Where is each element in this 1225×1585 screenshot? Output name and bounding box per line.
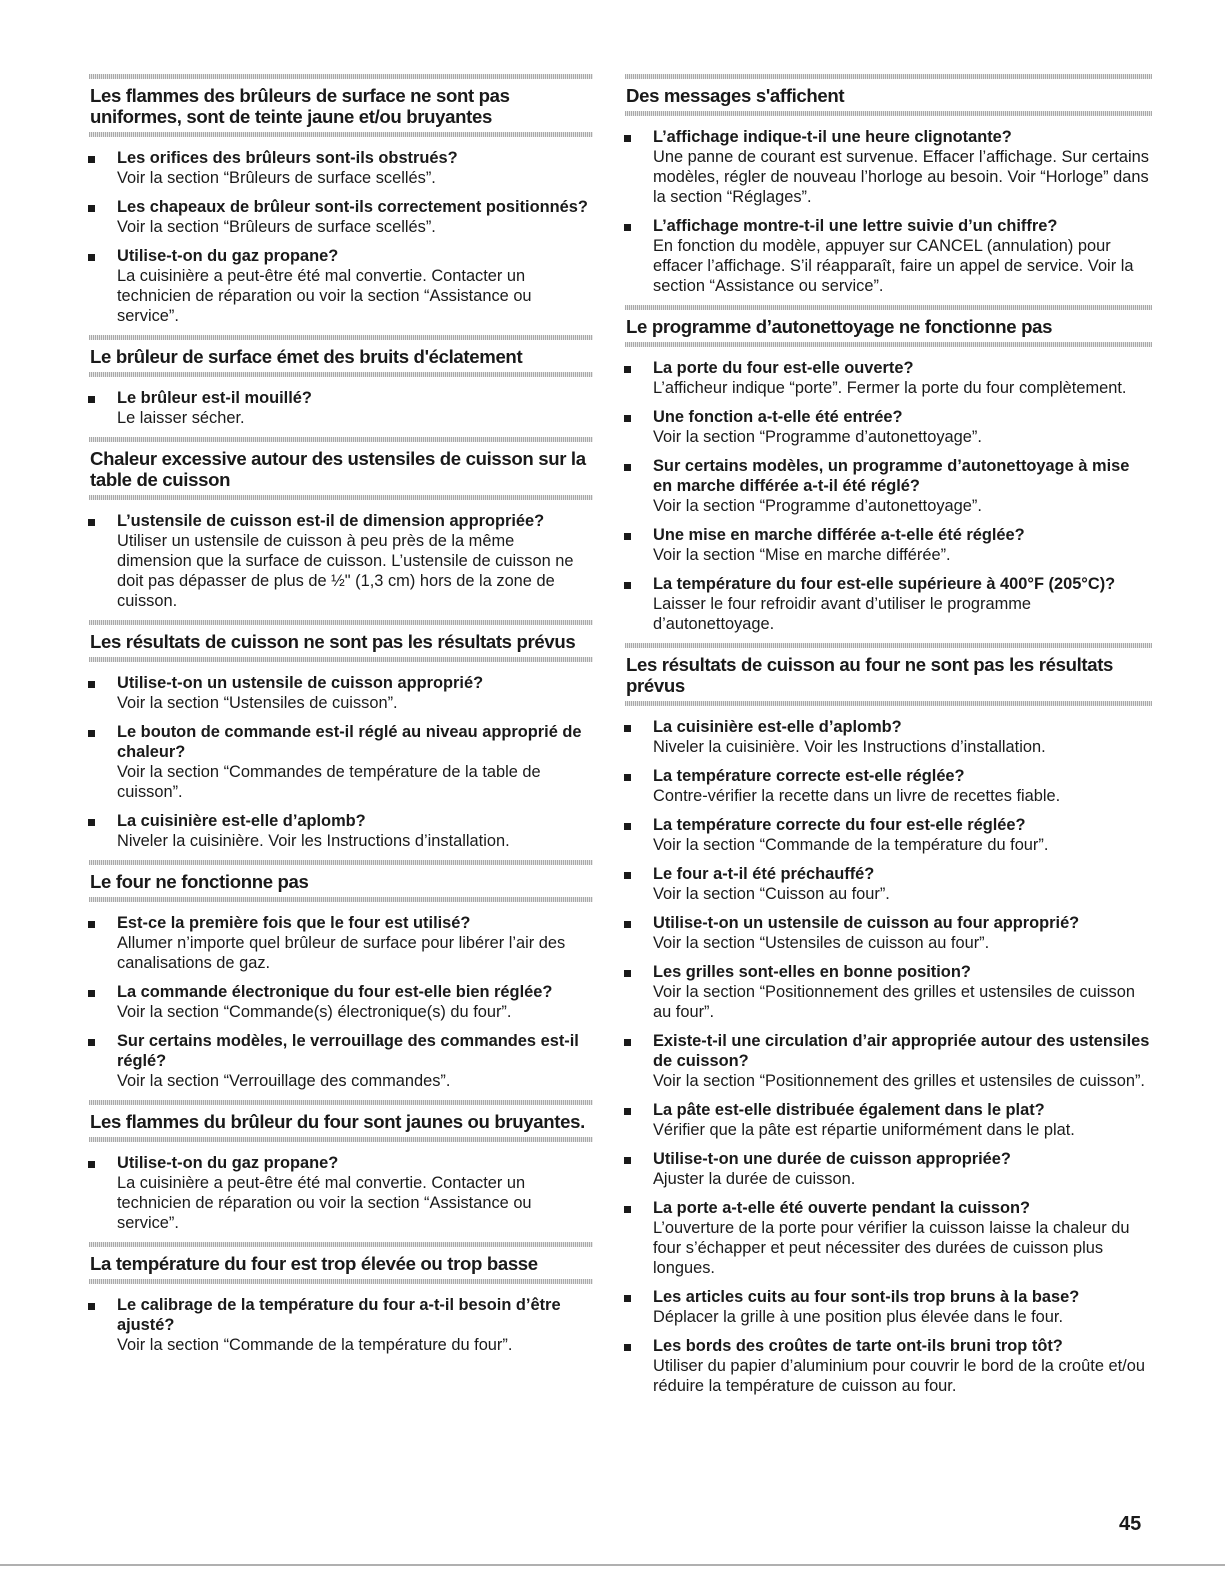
square-bullet-icon	[624, 725, 631, 732]
checklist-item	[88, 246, 593, 326]
checklist-item	[624, 1100, 1152, 1140]
page-number: 45	[1119, 1513, 1142, 1535]
square-bullet-icon	[624, 1344, 631, 1351]
checklist-answer: En fonction du modèle, appuyer sur CANCEL (annulation) pour effacer l’affichage. S’il réapparaît, faire un appel de service. Voir la section “Assistance ou service”.	[653, 237, 1134, 295]
section-heading: Le programme d’autonettoyage ne fonctionne pas	[626, 316, 1053, 337]
checklist-question: La température correcte est-elle réglée?	[653, 767, 965, 785]
troubleshooting-section	[88, 74, 593, 326]
checklist-item	[88, 148, 593, 188]
checklist-item	[624, 717, 1152, 757]
checklist-answer: Vérifier que la pâte est répartie uniformément dans le plat.	[653, 1121, 1075, 1139]
checklist-answer: La cuisinière a peut-être été mal convertie. Contacter un technicien de réparation ou voir la section “Assistance ou service”.	[117, 1174, 532, 1232]
checklist	[624, 706, 1152, 1396]
checklist-answer: Voir la section “Ustensiles de cuisson”.	[117, 694, 398, 712]
checklist	[88, 1284, 593, 1355]
checklist-answer: Voir la section “Positionnement des grilles et ustensiles de cuisson”.	[653, 1072, 1145, 1090]
troubleshooting-section	[624, 74, 1152, 296]
checklist-item	[88, 913, 593, 973]
checklist-question: La cuisinière est-elle d’aplomb?	[117, 812, 366, 830]
checklist-item	[88, 811, 593, 851]
checklist-question: Utilise-t-on un ustensile de cuisson approprié?	[117, 674, 484, 692]
checklist-item	[624, 766, 1152, 806]
square-bullet-icon	[624, 533, 631, 540]
checklist-answer: Allumer n’importe quel brûleur de surface pour libérer l’air des canalisations de gaz.	[117, 934, 566, 972]
checklist-item	[624, 1198, 1152, 1278]
troubleshooting-section	[88, 620, 593, 851]
square-bullet-icon	[88, 990, 95, 997]
square-bullet-icon	[88, 1161, 95, 1168]
section-heading: Le brûleur de surface émet des bruits d'éclatement	[90, 346, 523, 367]
section-heading: Les résultats de cuisson ne sont pas les résultats prévus	[90, 631, 576, 652]
troubleshooting-section	[624, 643, 1152, 1396]
checklist-item	[624, 1336, 1152, 1396]
checklist	[88, 377, 593, 428]
checklist-question: La porte a-t-elle été ouverte pendant la cuisson?	[653, 1199, 1031, 1217]
checklist-answer: Contre-vérifier la recette dans un livre de recettes fiable.	[653, 787, 1061, 805]
checklist-question: L’ustensile de cuisson est-il de dimension appropriée?	[117, 512, 545, 530]
checklist-question: Les chapeaux de brûleur sont-ils correctement positionnés?	[117, 198, 588, 216]
checklist-item	[624, 1031, 1152, 1091]
square-bullet-icon	[88, 1039, 95, 1046]
section-heading: Des messages s'affichent	[626, 85, 845, 106]
checklist-question: Le calibrage de la température du four a-t-il besoin d’être ajusté?	[117, 1296, 561, 1334]
checklist-answer: Voir la section “Cuisson au four”.	[653, 885, 890, 903]
checklist-answer: Ajuster la durée de cuisson.	[653, 1170, 856, 1188]
section-heading: Le four ne fonctionne pas	[90, 871, 309, 892]
checklist-item	[624, 1149, 1152, 1189]
checklist-item	[624, 127, 1152, 207]
checklist-item	[624, 407, 1152, 447]
checklist-question: Une fonction a-t-elle été entrée?	[653, 408, 903, 426]
square-bullet-icon	[88, 1303, 95, 1310]
checklist-item	[624, 456, 1152, 516]
checklist-question: La température du four est-elle supérieure à 400°F (205°C)?	[653, 575, 1116, 593]
left-column	[88, 74, 593, 1364]
checklist	[624, 347, 1152, 634]
checklist-item	[88, 722, 593, 802]
checklist-question: Sur certains modèles, le verrouillage des commandes est-il réglé?	[117, 1032, 579, 1070]
checklist-question: Les grilles sont-elles en bonne position?	[653, 963, 971, 981]
checklist-item	[88, 673, 593, 713]
checklist-item	[88, 511, 593, 611]
square-bullet-icon	[88, 681, 95, 688]
checklist-answer: Voir la section “Brûleurs de surface scellés”.	[117, 169, 436, 187]
checklist-question: Sur certains modèles, un programme d’autonettoyage à mise en marche différée a-t-il été réglé?	[653, 457, 1130, 495]
checklist-answer: Voir la section “Verrouillage des commandes”.	[117, 1072, 451, 1090]
checklist-question: Existe-t-il une circulation d’air appropriée autour des ustensiles de cuisson?	[653, 1032, 1150, 1070]
square-bullet-icon	[624, 823, 631, 830]
checklist-answer: Voir la section “Positionnement des grilles et ustensiles de cuisson au four”.	[653, 983, 1135, 1021]
square-bullet-icon	[88, 254, 95, 261]
checklist-answer: Voir la section “Mise en marche différée”.	[653, 546, 951, 564]
checklist-question: Est-ce la première fois que le four est utilisé?	[117, 914, 471, 932]
checklist	[88, 662, 593, 851]
square-bullet-icon	[624, 872, 631, 879]
checklist-question: L’affichage montre-t-il une lettre suivie d’un chiffre?	[653, 217, 1058, 235]
checklist-answer: Voir la section “Commandes de température de la table de cuisson”.	[117, 763, 541, 801]
checklist-answer: Déplacer la grille à une position plus élevée dans le four.	[653, 1308, 1064, 1326]
section-heading: Les flammes des brûleurs de surface ne sont pas uniformes, sont de teinte jaune et/ou bruyantes	[90, 85, 510, 127]
troubleshooting-section	[88, 335, 593, 428]
checklist-question: L’affichage indique-t-il une heure clignotante?	[653, 128, 1012, 146]
checklist-question: La commande électronique du four est-elle bien réglée?	[117, 983, 553, 1001]
checklist-item	[624, 962, 1152, 1022]
checklist-question: La pâte est-elle distribuée également dans le plat?	[653, 1101, 1045, 1119]
checklist-answer: Le laisser sécher.	[117, 409, 245, 427]
checklist-question: Le brûleur est-il mouillé?	[117, 389, 312, 407]
checklist-item	[624, 574, 1152, 634]
bottom-divider	[0, 1564, 1225, 1566]
checklist-question: Le bouton de commande est-il réglé au niveau approprié de chaleur?	[117, 723, 582, 761]
checklist-question: Les articles cuits au four sont-ils trop bruns à la base?	[653, 1288, 1080, 1306]
checklist-answer: Voir la section “Brûleurs de surface scellés”.	[117, 218, 436, 236]
checklist-question: Les bords des croûtes de tarte ont-ils bruni trop tôt?	[653, 1337, 1063, 1355]
checklist-answer: Voir la section “Programme d’autonettoyage”.	[653, 497, 982, 515]
checklist-answer: Voir la section “Commande de la température du four”.	[117, 1336, 513, 1354]
checklist-answer: Voir la section “Programme d’autonettoyage”.	[653, 428, 982, 446]
checklist	[88, 500, 593, 611]
section-heading: Les résultats de cuisson au four ne sont pas les résultats prévus	[626, 654, 1114, 696]
troubleshooting-section	[88, 1100, 593, 1233]
checklist-answer: La cuisinière a peut-être été mal convertie. Contacter un technicien de réparation ou voir la section “Assistance ou service”.	[117, 267, 532, 325]
right-column	[624, 74, 1152, 1405]
square-bullet-icon	[624, 1157, 631, 1164]
square-bullet-icon	[624, 366, 631, 373]
checklist-answer: Une panne de courant est survenue. Effacer l’affichage. Sur certains modèles, régler de nouveau l’horloge au besoin. Voir “Horloge” dans la section “Réglages”.	[653, 148, 1149, 206]
checklist-item	[624, 864, 1152, 904]
square-bullet-icon	[88, 205, 95, 212]
troubleshooting-section	[88, 437, 593, 611]
square-bullet-icon	[624, 1039, 631, 1046]
square-bullet-icon	[624, 135, 631, 142]
square-bullet-icon	[624, 415, 631, 422]
checklist-question: Utilise-t-on du gaz propane?	[117, 247, 339, 265]
checklist-answer: L’ouverture de la porte pour vérifier la cuisson laisse la chaleur du four s’échapper et peut nécessiter des durées de cuisson plus longues.	[653, 1219, 1130, 1277]
square-bullet-icon	[624, 1206, 631, 1213]
checklist-answer: Voir la section “Ustensiles de cuisson au four”.	[653, 934, 990, 952]
square-bullet-icon	[624, 1108, 631, 1115]
checklist-answer: Utiliser un ustensile de cuisson à peu près de la même dimension que la surface de cuisson. L’ustensile de cuisson ne doit pas dépasser de plus de ½" (1,3 cm) hors de la zone de cuisson.	[117, 532, 574, 610]
section-heading: La température du four est trop élevée ou trop basse	[90, 1253, 538, 1274]
square-bullet-icon	[88, 921, 95, 928]
checklist	[624, 116, 1152, 296]
checklist-question: La cuisinière est-elle d’aplomb?	[653, 718, 902, 736]
checklist-question: Le four a-t-il été préchauffé?	[653, 865, 875, 883]
checklist-item	[624, 525, 1152, 565]
checklist-answer: Niveler la cuisinière. Voir les Instructions d’installation.	[653, 738, 1046, 756]
checklist-question: Utilise-t-on un ustensile de cuisson au four approprié?	[653, 914, 1080, 932]
checklist	[88, 902, 593, 1091]
checklist-item	[88, 982, 593, 1022]
square-bullet-icon	[624, 464, 631, 471]
checklist	[88, 1142, 593, 1233]
checklist-answer: L’afficheur indique “porte”. Fermer la porte du four complètement.	[653, 379, 1127, 397]
square-bullet-icon	[88, 156, 95, 163]
checklist-item	[88, 1153, 593, 1233]
square-bullet-icon	[88, 519, 95, 526]
section-heading: Chaleur excessive autour des ustensiles de cuisson sur la table de cuisson	[90, 448, 586, 490]
checklist-question: Les orifices des brûleurs sont-ils obstrués?	[117, 149, 458, 167]
square-bullet-icon	[624, 970, 631, 977]
section-heading: Les flammes du brûleur du four sont jaunes ou bruyantes.	[90, 1111, 585, 1132]
square-bullet-icon	[624, 774, 631, 781]
checklist-item	[624, 815, 1152, 855]
checklist-question: Utilise-t-on du gaz propane?	[117, 1154, 339, 1172]
checklist-answer: Voir la section “Commande(s) électronique(s) du four”.	[117, 1003, 512, 1021]
checklist-item	[88, 1031, 593, 1091]
troubleshooting-section	[624, 305, 1152, 634]
checklist-answer: Laisser le four refroidir avant d’utiliser le programme d’autonettoyage.	[653, 595, 1032, 633]
checklist-question: Utilise-t-on une durée de cuisson appropriée?	[653, 1150, 1011, 1168]
checklist-item	[624, 913, 1152, 953]
square-bullet-icon	[624, 921, 631, 928]
checklist-item	[88, 197, 593, 237]
checklist-item	[88, 1295, 593, 1355]
checklist-answer: Niveler la cuisinière. Voir les Instructions d’installation.	[117, 832, 510, 850]
checklist-question: La porte du four est-elle ouverte?	[653, 359, 914, 377]
checklist-item	[88, 388, 593, 428]
checklist-question: Une mise en marche différée a-t-elle été réglée?	[653, 526, 1025, 544]
square-bullet-icon	[624, 582, 631, 589]
square-bullet-icon	[88, 730, 95, 737]
troubleshooting-section	[88, 1242, 593, 1355]
checklist-answer: Utiliser du papier d’aluminium pour couvrir le bord de la croûte et/ou réduire la température de cuisson au four.	[653, 1357, 1145, 1395]
square-bullet-icon	[88, 819, 95, 826]
checklist-question: La température correcte du four est-elle réglée?	[653, 816, 1026, 834]
square-bullet-icon	[624, 1295, 631, 1302]
checklist	[88, 137, 593, 326]
square-bullet-icon	[88, 396, 95, 403]
checklist-item	[624, 358, 1152, 398]
square-bullet-icon	[624, 224, 631, 231]
checklist-item	[624, 1287, 1152, 1327]
checklist-answer: Voir la section “Commande de la température du four”.	[653, 836, 1049, 854]
checklist-item	[624, 216, 1152, 296]
troubleshooting-section	[88, 860, 593, 1091]
